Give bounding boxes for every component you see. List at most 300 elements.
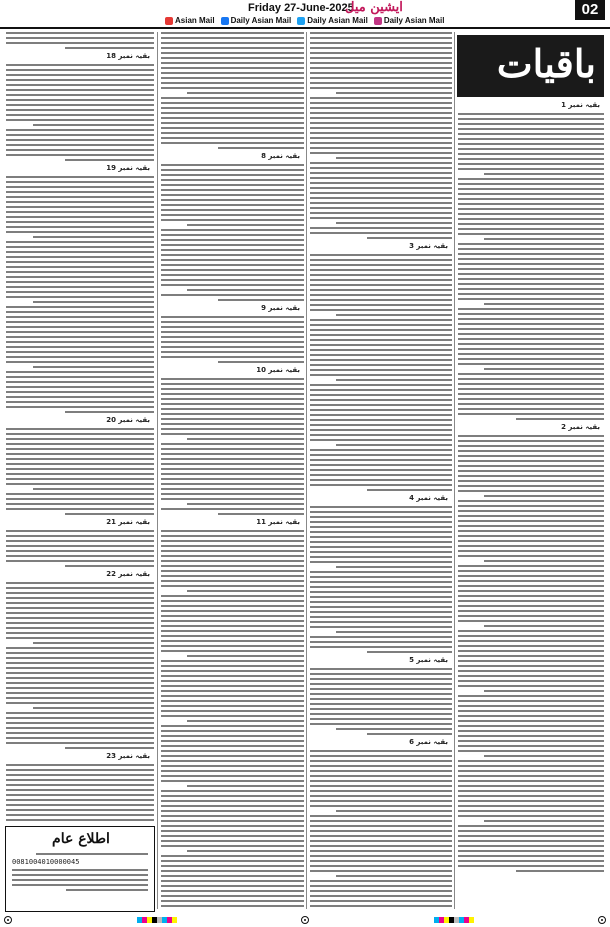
text-line xyxy=(6,271,154,273)
text-line xyxy=(458,660,604,662)
text-line xyxy=(6,737,154,739)
text-line xyxy=(6,587,154,589)
text-line xyxy=(310,760,452,762)
section-heading: بقیہ نمبر 2 xyxy=(561,423,600,431)
text-line xyxy=(458,550,604,552)
text-line xyxy=(6,69,154,71)
text-line xyxy=(310,404,452,406)
text-line xyxy=(6,191,154,193)
social-youtube[interactable] xyxy=(165,15,215,26)
text-line xyxy=(310,536,452,538)
text-line xyxy=(458,328,604,330)
text-line xyxy=(458,700,604,702)
text-line xyxy=(6,814,154,816)
twitter-icon xyxy=(297,17,305,25)
text-line xyxy=(6,321,154,323)
text-line xyxy=(458,143,604,145)
text-line xyxy=(310,905,452,907)
text-line xyxy=(161,730,304,732)
text-line xyxy=(187,785,304,787)
text-line xyxy=(6,149,154,151)
text-line xyxy=(458,580,604,582)
text-line xyxy=(310,703,452,705)
text-line xyxy=(310,855,452,857)
text-line xyxy=(310,72,452,74)
text-line xyxy=(161,885,304,887)
text-line xyxy=(458,460,604,462)
text-line xyxy=(310,112,452,114)
text-line xyxy=(161,795,304,797)
text-line xyxy=(310,137,452,139)
text-line xyxy=(6,662,154,664)
text-line xyxy=(6,196,154,198)
text-line xyxy=(458,313,604,315)
text-line xyxy=(310,850,452,852)
text-line xyxy=(458,338,604,340)
text-line xyxy=(6,79,154,81)
text-line xyxy=(458,845,604,847)
text-line xyxy=(6,712,154,714)
text-line xyxy=(310,718,452,720)
text-line xyxy=(218,513,304,515)
text-line xyxy=(161,331,304,333)
text-line xyxy=(484,238,604,240)
text-line xyxy=(187,590,304,592)
text-line xyxy=(6,381,154,383)
text-line xyxy=(458,470,604,472)
text-line xyxy=(458,490,604,492)
text-line xyxy=(187,655,304,657)
text-line xyxy=(161,890,304,892)
text-line xyxy=(458,650,604,652)
text-line xyxy=(310,641,452,643)
social-links xyxy=(165,15,444,26)
text-line xyxy=(310,162,452,164)
text-line xyxy=(6,448,154,450)
text-line xyxy=(6,99,154,101)
text-line xyxy=(161,610,304,612)
text-line xyxy=(161,259,304,261)
text-line xyxy=(161,316,304,318)
text-line xyxy=(6,306,154,308)
text-line xyxy=(458,475,604,477)
text-line xyxy=(310,820,452,822)
text-line xyxy=(310,117,452,119)
text-line xyxy=(33,707,154,709)
text-line xyxy=(458,358,604,360)
text-line xyxy=(310,606,452,608)
text-line xyxy=(458,745,604,747)
text-line xyxy=(458,750,604,752)
text-line xyxy=(310,344,452,346)
text-line xyxy=(458,850,604,852)
text-line xyxy=(458,545,604,547)
text-line xyxy=(161,351,304,353)
text-line xyxy=(310,127,452,129)
header-divider xyxy=(0,27,610,29)
text-line xyxy=(6,84,154,86)
text-line xyxy=(161,413,304,415)
text-line xyxy=(310,227,452,229)
text-line xyxy=(310,900,452,902)
text-line xyxy=(310,192,452,194)
text-line xyxy=(458,525,604,527)
social-label: Daily Asian Mail xyxy=(383,16,445,25)
text-line xyxy=(458,213,604,215)
text-line xyxy=(310,596,452,598)
text-line xyxy=(161,625,304,627)
text-line xyxy=(6,241,154,243)
text-line xyxy=(484,755,604,757)
text-line xyxy=(336,566,452,568)
registration-mark-icon xyxy=(4,916,12,924)
social-facebook[interactable] xyxy=(221,15,292,26)
text-line xyxy=(458,168,604,170)
text-line xyxy=(310,264,452,266)
text-line xyxy=(458,158,604,160)
text-line xyxy=(6,37,154,39)
text-line xyxy=(6,774,154,776)
text-line xyxy=(310,815,452,817)
text-line xyxy=(310,172,452,174)
text-line xyxy=(310,556,452,558)
social-twitter[interactable] xyxy=(297,15,368,26)
text-line xyxy=(310,845,452,847)
text-line xyxy=(6,687,154,689)
text-line xyxy=(161,575,304,577)
text-line xyxy=(458,725,604,727)
text-line xyxy=(310,775,452,777)
footer-registration-bar xyxy=(0,912,610,927)
text-line xyxy=(6,453,154,455)
text-line xyxy=(458,675,604,677)
text-line xyxy=(458,388,604,390)
social-instagram[interactable] xyxy=(374,15,445,26)
text-line xyxy=(458,505,604,507)
text-line xyxy=(458,258,604,260)
text-line xyxy=(458,403,604,405)
social-label: Daily Asian Mail xyxy=(307,16,368,25)
text-line xyxy=(161,565,304,567)
text-line xyxy=(310,274,452,276)
text-line xyxy=(458,408,604,410)
text-line xyxy=(336,444,452,446)
text-line xyxy=(367,237,452,239)
text-line xyxy=(310,611,452,613)
text-line xyxy=(161,700,304,702)
text-line xyxy=(6,246,154,248)
text-line xyxy=(310,546,452,548)
text-line xyxy=(6,789,154,791)
text-line xyxy=(161,169,304,171)
text-line xyxy=(6,742,154,744)
text-line xyxy=(161,865,304,867)
text-line xyxy=(458,113,604,115)
text-line xyxy=(458,790,604,792)
text-line xyxy=(161,102,304,104)
text-line xyxy=(6,682,154,684)
text-line xyxy=(458,398,604,400)
text-line xyxy=(161,840,304,842)
text-line xyxy=(458,353,604,355)
text-line xyxy=(6,296,154,298)
text-line xyxy=(310,454,452,456)
text-line xyxy=(161,695,304,697)
column-divider xyxy=(454,32,455,909)
text-line xyxy=(310,67,452,69)
text-line xyxy=(310,232,452,234)
text-line xyxy=(458,795,604,797)
text-line xyxy=(161,570,304,572)
text-line xyxy=(161,620,304,622)
text-line xyxy=(161,685,304,687)
text-line xyxy=(6,281,154,283)
text-line xyxy=(310,683,452,685)
text-line xyxy=(161,665,304,667)
text-line xyxy=(484,495,604,497)
social-label: Asian Mail xyxy=(175,16,215,25)
text-line xyxy=(310,384,452,386)
page-number: 02 xyxy=(575,0,605,20)
text-line xyxy=(6,702,154,704)
text-line xyxy=(6,74,154,76)
text-line xyxy=(161,388,304,390)
text-line xyxy=(310,349,452,351)
text-line xyxy=(161,675,304,677)
text-line xyxy=(6,391,154,393)
text-line xyxy=(484,173,604,175)
section-heading: بقیہ نمبر 11 xyxy=(256,518,300,526)
section-heading: بقیہ نمبر 6 xyxy=(409,738,448,746)
text-line xyxy=(161,42,304,44)
text-line xyxy=(161,403,304,405)
text-line xyxy=(6,804,154,806)
text-line xyxy=(187,92,304,94)
text-line xyxy=(458,735,604,737)
text-line xyxy=(161,112,304,114)
text-line xyxy=(6,396,154,398)
text-line xyxy=(458,730,604,732)
text-line xyxy=(6,582,154,584)
section-heading: بقیہ نمبر 21 xyxy=(106,518,150,526)
text-line xyxy=(6,652,154,654)
text-line xyxy=(161,875,304,877)
text-line xyxy=(65,513,154,515)
text-line xyxy=(310,409,452,411)
text-line xyxy=(6,602,154,604)
text-line xyxy=(458,393,604,395)
text-line xyxy=(310,279,452,281)
text-line xyxy=(310,586,452,588)
text-line xyxy=(218,361,304,363)
text-line xyxy=(161,336,304,338)
text-line xyxy=(310,795,452,797)
text-line xyxy=(336,810,452,812)
text-line xyxy=(161,493,304,495)
text-line xyxy=(458,480,604,482)
text-line xyxy=(161,670,304,672)
text-line xyxy=(33,642,154,644)
text-line xyxy=(310,723,452,725)
text-line xyxy=(161,845,304,847)
text-line xyxy=(161,478,304,480)
section-heading: بقیہ نمبر 18 xyxy=(106,52,150,60)
text-line xyxy=(161,346,304,348)
text-line xyxy=(187,720,304,722)
text-line xyxy=(310,765,452,767)
text-line xyxy=(310,374,452,376)
text-line xyxy=(161,57,304,59)
section-heading: بقیہ نمبر 1 xyxy=(561,101,600,109)
text-line xyxy=(310,97,452,99)
text-line xyxy=(310,459,452,461)
text-line xyxy=(161,62,304,64)
text-line xyxy=(161,122,304,124)
text-line xyxy=(6,545,154,547)
text-line xyxy=(310,708,452,710)
text-line xyxy=(458,590,604,592)
text-line xyxy=(161,37,304,39)
text-line xyxy=(310,62,452,64)
section-heading: بقیہ نمبر 4 xyxy=(409,494,448,502)
notice-body xyxy=(12,853,148,894)
text-line xyxy=(458,780,604,782)
issue-date: Friday 27-June-2025 xyxy=(248,2,354,14)
text-line xyxy=(161,239,304,241)
text-line xyxy=(161,393,304,395)
text-line xyxy=(310,531,452,533)
text-line xyxy=(310,621,452,623)
text-line xyxy=(161,585,304,587)
text-line xyxy=(458,198,604,200)
text-line xyxy=(6,732,154,734)
text-line xyxy=(310,47,452,49)
text-line xyxy=(458,800,604,802)
text-line xyxy=(161,830,304,832)
text-line xyxy=(161,800,304,802)
text-line xyxy=(458,445,604,447)
text-line xyxy=(6,458,154,460)
text-line xyxy=(310,299,452,301)
text-line xyxy=(6,677,154,679)
text-line xyxy=(161,705,304,707)
text-line xyxy=(6,89,154,91)
text-line xyxy=(65,159,154,161)
text-line xyxy=(310,800,452,802)
text-line xyxy=(310,82,452,84)
text-line xyxy=(458,765,604,767)
text-line xyxy=(65,747,154,749)
text-line xyxy=(310,626,452,628)
text-line xyxy=(161,600,304,602)
text-line xyxy=(458,645,604,647)
text-line xyxy=(6,276,154,278)
text-line xyxy=(310,37,452,39)
text-line xyxy=(310,439,452,441)
text-line xyxy=(458,123,604,125)
text-line xyxy=(458,248,604,250)
text-line xyxy=(458,208,604,210)
text-line xyxy=(310,688,452,690)
text-line xyxy=(310,511,452,513)
text-line xyxy=(310,57,452,59)
text-line xyxy=(161,640,304,642)
text-line xyxy=(310,464,452,466)
notice-title: اطلاع عام xyxy=(52,831,110,847)
text-line xyxy=(310,269,452,271)
text-line xyxy=(161,760,304,762)
text-line xyxy=(310,526,452,528)
column-divider xyxy=(306,32,307,909)
text-line xyxy=(458,815,604,817)
text-line xyxy=(161,820,304,822)
text-line xyxy=(161,204,304,206)
text-line xyxy=(310,521,452,523)
text-line xyxy=(6,473,154,475)
text-line xyxy=(310,87,452,89)
column-4 xyxy=(6,32,154,823)
text-line xyxy=(310,424,452,426)
text-line xyxy=(161,127,304,129)
text-line xyxy=(161,790,304,792)
text-line xyxy=(161,189,304,191)
text-line xyxy=(310,147,452,149)
text-line xyxy=(6,637,154,639)
text-line xyxy=(6,109,154,111)
text-line xyxy=(161,605,304,607)
text-line xyxy=(458,363,604,365)
text-line xyxy=(310,479,452,481)
text-line xyxy=(161,433,304,435)
text-line xyxy=(458,605,604,607)
text-line xyxy=(458,715,604,717)
text-line xyxy=(161,398,304,400)
text-line xyxy=(336,631,452,633)
text-line xyxy=(458,740,604,742)
text-line xyxy=(458,520,604,522)
column-1 xyxy=(458,32,604,909)
text-line xyxy=(310,449,452,451)
text-line xyxy=(6,560,154,562)
text-line xyxy=(310,309,452,311)
text-line xyxy=(310,394,452,396)
text-line xyxy=(6,336,154,338)
section-heading: بقیہ نمبر 5 xyxy=(409,656,448,664)
text-line xyxy=(310,890,452,892)
text-line xyxy=(6,406,154,408)
text-line xyxy=(310,865,452,867)
text-line xyxy=(33,124,154,126)
text-line xyxy=(458,810,604,812)
text-line xyxy=(458,223,604,225)
text-line xyxy=(187,224,304,226)
text-line xyxy=(458,680,604,682)
text-line xyxy=(458,455,604,457)
text-line xyxy=(6,503,154,505)
text-line xyxy=(458,228,604,230)
section-heading: بقیہ نمبر 19 xyxy=(106,164,150,172)
section-heading: بقیہ نمبر 20 xyxy=(106,416,150,424)
text-line xyxy=(6,672,154,674)
text-line xyxy=(161,805,304,807)
text-line xyxy=(6,627,154,629)
text-line xyxy=(310,399,452,401)
text-line xyxy=(161,483,304,485)
text-line xyxy=(65,565,154,567)
text-line xyxy=(310,329,452,331)
text-line xyxy=(161,356,304,358)
text-line xyxy=(6,468,154,470)
